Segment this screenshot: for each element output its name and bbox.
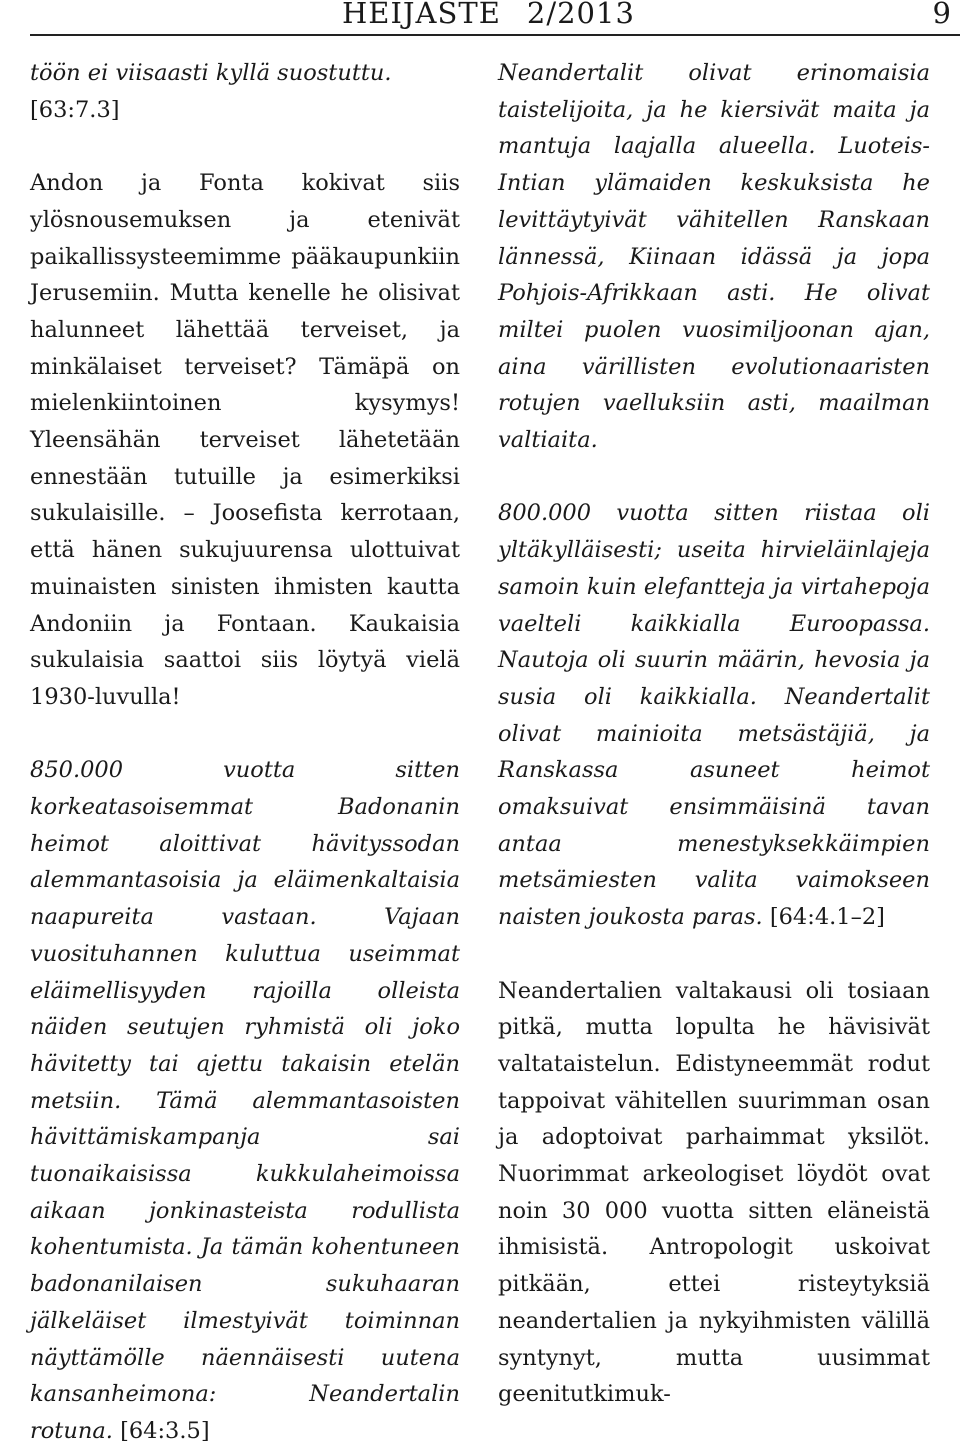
header-rule	[30, 34, 960, 36]
left-paragraph-1	[30, 55, 460, 128]
right-paragraph-3: Neandertalien valtakausi oli tosiaan pitkä, mutta lopulta he hävisivät valtataistelun. Edistyneemmät rodut tappoivat vähitellen suurimman osan ja adoptoivat parhaimmat yksilöt. Nuorimmat arkeologiset löydöt ovat noin 30 000 vuotta sitten eläneistä ihmisistä. Antropologit uskoivat pitkään, ettei risteytyksiä neandertalien ja nykyihmisten välillä syntynyt, mutta uusimmat geenitutkimuk-	[498, 977, 930, 1408]
left-paragraph-1-text: töön ei viisaasti kyllä suostuttu.	[30, 60, 392, 86]
right-paragraph-2-reference: [64:4.1–2]	[769, 904, 885, 931]
right-column	[498, 55, 930, 1413]
paragraph-gap	[498, 936, 930, 973]
right-paragraph-2	[498, 495, 930, 935]
left-paragraph-3-reference: [64:3.5]	[120, 1417, 210, 1444]
page-header	[0, 0, 960, 40]
right-paragraph-2-text: 800.000 vuotta sitten riistaa oli yltäkylläisesti; useita hirvieläinlajeja samoin kuin elefantteja ja virtahepoja vaelteli kaikkialla Euroopassa. Nautoja oli suurin määrin, hevosia ja susia oli kaikkialla. Neandertalit olivat mainioita metsästäjiä, ja Ranskassa asuneet heimot omaksuivat ensimmäisinä tavan antaa menestyksekkäimpien metsämiesten valita vaimokseen naisten joukosta paras.	[498, 500, 930, 931]
right-paragraph-1: Neandertalit olivat erinomaisia taistelijoita, ja he kiersivät maita ja mantuja laajalla alueella. Luoteis-Intian ylämaiden keskuksista he levittäytyivät vähitellen Ranskaan lännessä, Kiinaan idässä ja jopa Pohjois-Afrikkaan asti. He olivat miltei puolen vuosimiljoonan ajan, aina värillisten evolutionaaristen rotujen vaelluksiin asti, maailman valtiaita.	[498, 60, 930, 454]
left-paragraph-3	[30, 752, 460, 1449]
page-number: 9	[932, 0, 951, 30]
header-title	[342, 0, 635, 30]
left-paragraph-3-text: 850.000 vuotta sitten korkeatasoisemmat Badonanin heimot aloittivat hävityssodan alemmantasoisia ja eläimenkaltaisia naapureita vastaan. Vajaan vuosituhannen kuluttua useimmat eläimellisyyden rajoilla olleista näiden seutujen ryhmistä oli joko hävitetty tai ajettu takaisin etelän metsiin. Tämä alemmantasoisten hävittämiskampanja sai tuonaikaisissa kukkulaheimoissa aikaan jonkinasteista rodullista kohentumista. Ja tämän kohentuneen badonanilaisen sukuhaaran jälkeläiset ilmestyivät toiminnan näyttämölle näennäisesti uutena kansanheimona: Neandertalin rotuna.	[30, 757, 460, 1444]
paragraph-gap	[30, 128, 460, 165]
left-paragraph-1-reference: [63:7.3]	[30, 96, 120, 123]
magazine-name: HEIJASTE	[342, 0, 501, 30]
left-paragraph-2: Andon ja Fonta kokivat siis ylösnousemuksen ja etenivät paikallissysteemimme pääkaupunkiin Jerusemiin. Mutta kenelle he olisivat halunneet lähettää terveiset, ja minkälaiset terveiset? Tämäpä on mielenkiintoinen kysymys! Yleensähän terveiset lähetetään ennestään tutuille ja esimerkiksi sukulaisille. – Joosefista kerrotaan, että hänen sukujuurensa ulottuivat muinaisten sinisten ihmisten kautta Andoniin ja Fontaan. Kaukaisia sukulaisia saattoi siis löytyä vielä 1930-luvulla!	[30, 170, 460, 710]
issue-number: 2/2013	[526, 0, 635, 30]
paragraph-gap	[30, 716, 460, 753]
paragraph-gap	[498, 459, 930, 496]
left-column	[30, 55, 460, 1450]
